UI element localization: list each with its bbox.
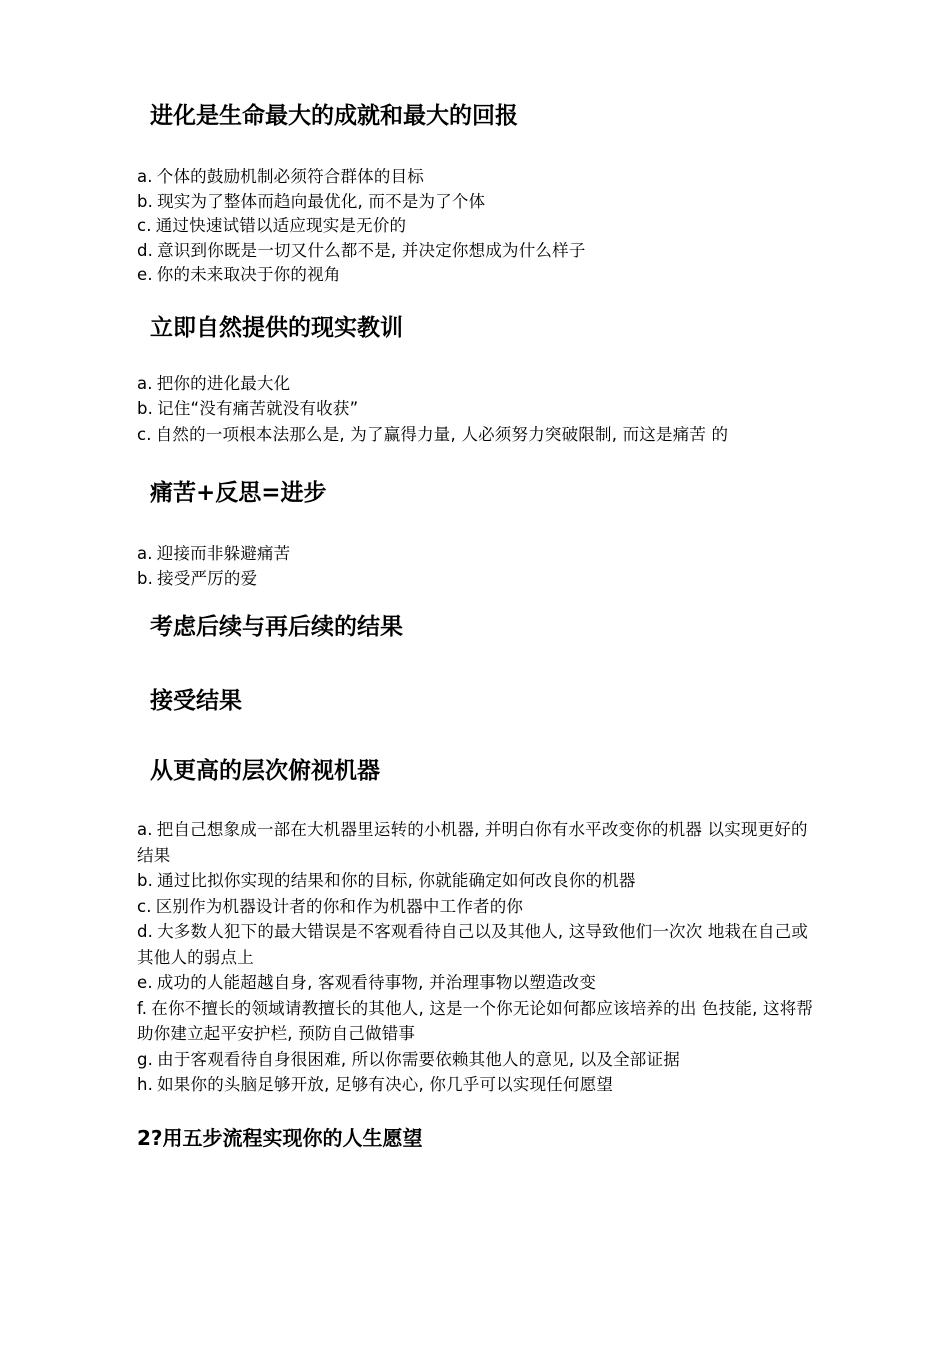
- section-heading: 2?用五步流程实现你的人生愿望: [137, 1126, 423, 1150]
- list-item: [137, 165, 817, 190]
- section-heading: 从更高的层次俯视机器: [150, 758, 380, 784]
- list-item-text: 你的未来取决于你的视角: [156, 265, 341, 284]
- list-marker: e.: [137, 265, 153, 284]
- list-marker: e.: [137, 973, 153, 992]
- list-marker: a.: [137, 820, 153, 839]
- list-marker: b.: [137, 871, 154, 890]
- list-item-text: 通过比拟你实现的结果和你的目标, 你就能确定如何改良你的机器: [157, 871, 636, 890]
- section-list: [137, 165, 817, 288]
- list-marker: b.: [137, 398, 154, 418]
- list-item: [137, 919, 817, 970]
- list-marker: f.: [137, 998, 148, 1018]
- list-item-text: 个体的鼓励机制必须符合群体的目标: [156, 167, 424, 186]
- list-marker: h.: [137, 1075, 154, 1094]
- list-marker: a.: [137, 544, 153, 563]
- list-marker: b.: [137, 191, 154, 211]
- list-marker: c.: [137, 896, 152, 916]
- list-item: [137, 372, 817, 397]
- list-item: [137, 996, 817, 1047]
- list-item-text: 成功的人能超越自身, 客观看待事物, 并治理事物以塑造改变: [156, 973, 597, 992]
- list-marker: d.: [137, 240, 154, 260]
- list-item-text: 区别作为机器设计者的你和作为机器中工作者的你: [155, 896, 524, 916]
- list-item: [137, 190, 817, 215]
- list-item: [137, 817, 817, 868]
- list-item-text: 通过快速试错以适应现实是无价的: [155, 216, 407, 235]
- list-item: [137, 239, 817, 264]
- list-marker: a.: [137, 374, 153, 393]
- list-item: [137, 214, 817, 239]
- list-item-text: 自然的一项根本法那么是, 为了赢得力量, 人必须努力突破限制, 而这是痛苦 的: [155, 425, 729, 444]
- list-item: [137, 1047, 817, 1073]
- list-item-text: 意识到你既是一切又什么都不是, 并决定你想成为什么样子: [157, 240, 586, 260]
- section-list: [137, 817, 817, 1098]
- list-item-text: 记住“没有痛苦就没有收获”: [157, 398, 359, 418]
- list-item: [137, 970, 817, 996]
- list-item: [137, 894, 817, 920]
- list-item-text: 把自己想象成一部在大机器里运转的小机器, 并明白你有水平改变你的机器 以实现更好的结果: [137, 820, 808, 865]
- section-heading: 考虑后续与再后续的结果: [150, 614, 403, 640]
- section-heading: 接受结果: [150, 688, 242, 714]
- section-list: [137, 372, 817, 448]
- list-item: [137, 423, 817, 448]
- list-marker: a.: [137, 167, 153, 186]
- list-marker: g.: [137, 1049, 154, 1069]
- list-item: [137, 542, 817, 567]
- list-marker: c.: [137, 216, 152, 235]
- section-heading: 痛苦+反思=进步: [150, 480, 327, 506]
- list-item-text: 如果你的头脑足够开放, 足够有决心, 你几乎可以实现任何愿望: [157, 1075, 614, 1094]
- section-list: [137, 542, 817, 591]
- list-item-text: 迎接而非躲避痛苦: [156, 544, 291, 563]
- list-item-text: 由于客观看待自身很困难, 所以你需要依赖其他人的意见, 以及全部证据: [157, 1049, 680, 1069]
- list-item-text: 大多数人犯下的最大错误是不客观看待自己以及其他人, 这导致他们一次次 地栽在自己或其他人的弱点上: [137, 922, 809, 967]
- list-item-text: 现实为了整体而趋向最优化, 而不是为了个体: [157, 191, 486, 211]
- list-item: [137, 1072, 817, 1098]
- list-item: [137, 868, 817, 894]
- list-marker: c.: [137, 425, 152, 444]
- list-item: [137, 263, 817, 288]
- list-marker: d.: [137, 922, 154, 941]
- section-heading: 进化是生命最大的成就和最大的回报: [150, 103, 518, 129]
- list-item-text: 接受严厉的爱: [157, 568, 258, 588]
- list-item-text: 把你的进化最大化: [156, 374, 291, 393]
- list-marker: b.: [137, 568, 154, 588]
- list-item-text: 在你不擅长的领域请教擅长的其他人, 这是一个你无论如何都应该培养的出 色技能, 这将帮助你建立起平安护栏, 预防自己做错事: [137, 998, 814, 1043]
- list-item: [137, 397, 817, 422]
- list-item: [137, 567, 817, 592]
- section-heading: 立即自然提供的现实教训: [150, 315, 403, 341]
